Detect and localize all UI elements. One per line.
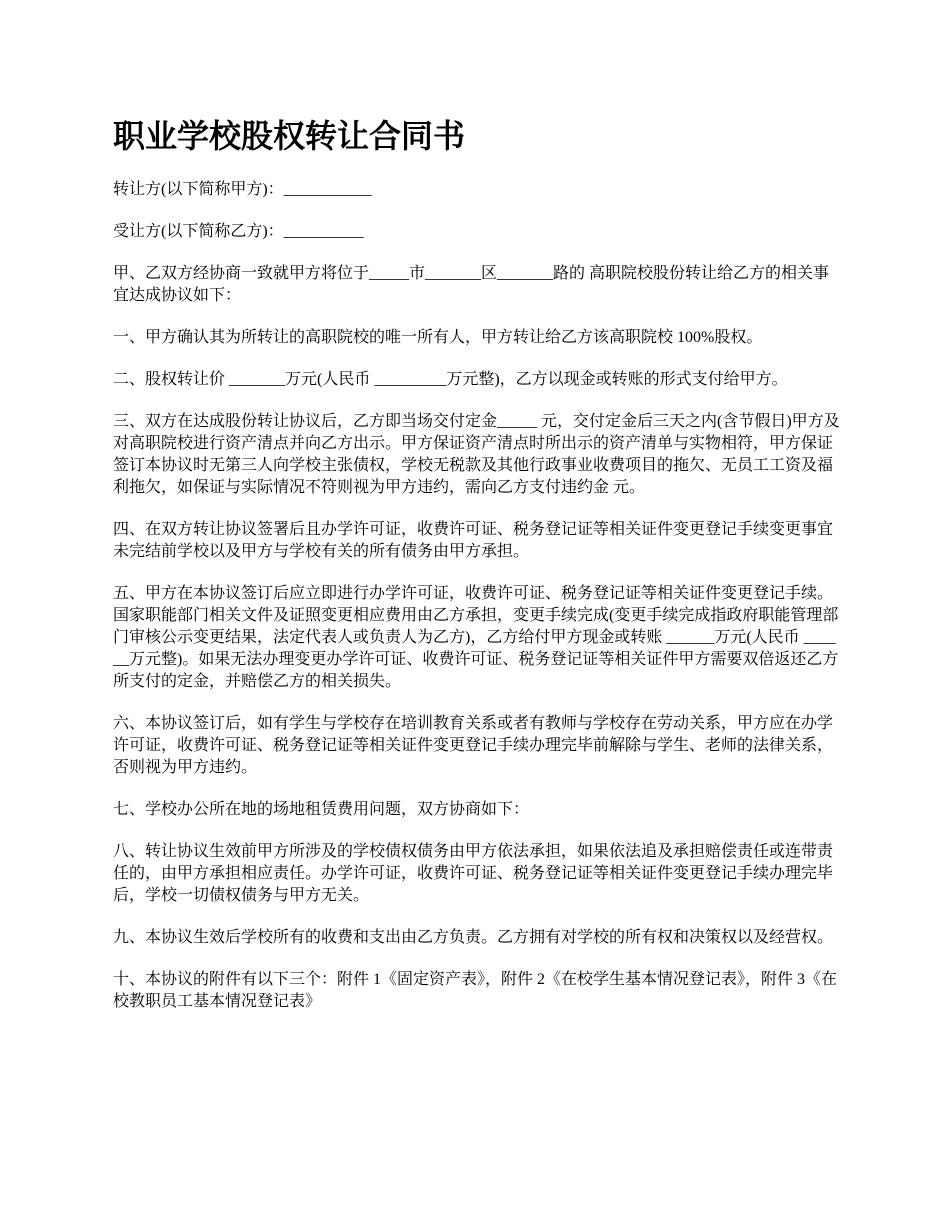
clause-3: 三、双方在达成股份转让协议后，乙方即当场交付定金_____ 元，交付定金后三天之内(含节假日)甲方及对高职院校进行资产清点并向乙方出示。甲方保证资产清点时所出示的资产清单与实物相符，甲方保证签订本协议时无第三人向学校主张债权，学校无税款及其他行政事业收费项目的拖欠、无员工工资及福利拖欠，如保证与实际情况不符则视为甲方违约，需向乙方支付违约金 元。 [113,413,840,496]
paragraph-preamble: 甲、乙双方经协商一致就甲方将位于_____市_______区_______路的 高职院校股份转让给乙方的相关事宜达成协议如下： [113,265,830,304]
paragraph-transferor: 转让方(以下简称甲方)：___________ [113,181,372,198]
clause-10: 十、本协议的附件有以下三个：附件 1《固定资产表》，附件 2《在校学生基本情况登记表》，附件 3《在校教职员工基本情况登记表》 [113,971,838,1010]
paragraph-transferee: 受让方(以下简称乙方)：__________ [113,223,364,240]
clause-5: 五、甲方在本协议签订后应立即进行办学许可证，收费许可证、税务登记证等相关证件变更登记手续。国家职能部门相关文件及证照变更相应费用由乙方承担，变更手续完成(变更手续完成指政府职能管理部门审核公示变更结果，法定代表人或负责人为乙方)，乙方给付甲方现金或转账 ______万元(人民币 ______万元整)。如果无法办理变更办学许可证、收费许可证、税务登记证等相关证件甲方需要双倍返还乙方所支付的定金，并赔偿乙方的相关损失。 [113,585,839,690]
document-title: 职业学校股权转让合同书 [113,117,466,155]
clause-8: 八、转让协议生效前甲方所涉及的学校债权债务由甲方依法承担，如果依法追及承担赔偿责任或连带责任的，由甲方承担相应责任。办学许可证，收费许可证、税务登记证等相关证件变更登记手续办理完毕后，学校一切债权债务与甲方无关。 [113,843,834,904]
clause-6: 六、本协议签订后，如有学生与学校存在培训教育关系或者有教师与学校存在劳动关系，甲方应在办学许可证，收费许可证、税务登记证等相关证件变更登记手续办理完毕前解除与学生、老师的法律关系，否则视为甲方违约。 [113,715,834,776]
document-body [113,112,840,1033]
clause-7: 七、学校办公所在地的场地租赁费用问题，双方协商如下： [113,801,530,818]
clause-2: 二、股权转让价 _______万元(人民币 _________万元整)，乙方以现金或转账的形式支付给甲方。 [113,371,788,388]
clause-1: 一、甲方确认其为所转让的高职院校的唯一所有人，甲方转让给乙方该高职院校 100%股权。 [113,329,763,346]
clause-9: 九、本协议生效后学校所有的收费和支出由乙方负责。乙方拥有对学校的所有权和决策权以及经营权。 [113,929,834,946]
clause-4: 四、在双方转让协议签署后且办学许可证，收费许可证、税务登记证等相关证件变更登记手续变更事宜未完结前学校以及甲方与学校有关的所有债务由甲方承担。 [113,521,834,560]
